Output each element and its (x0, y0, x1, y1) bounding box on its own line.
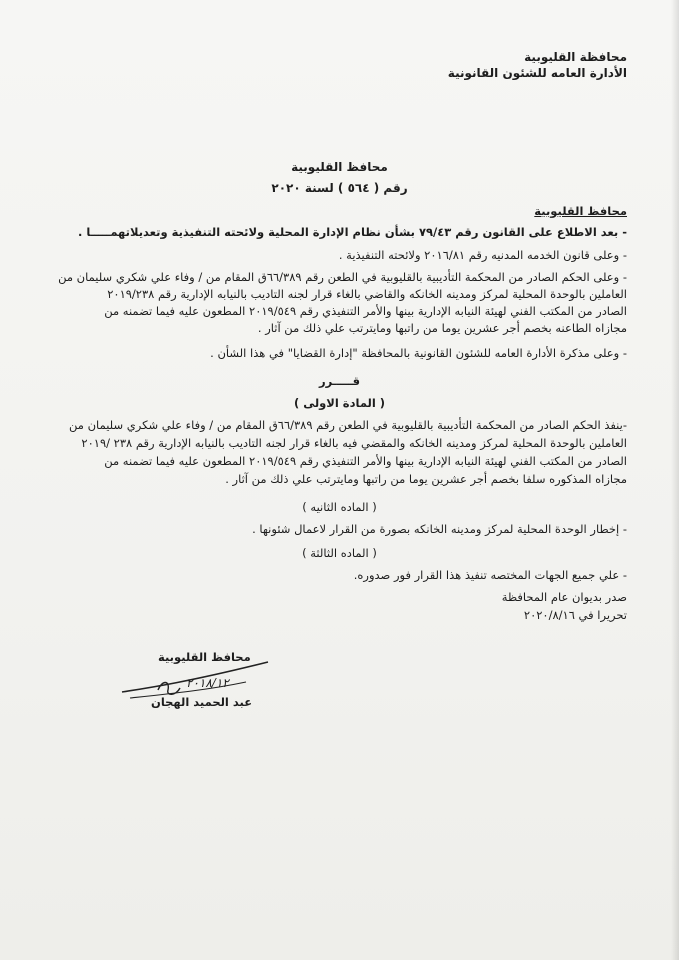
decision-heading: قـــــرر (319, 374, 360, 388)
preamble-heading: محافظ القليوبية (534, 204, 627, 218)
decree-title: محافظ القليوبية (291, 160, 388, 174)
preamble-item: العاملين بالوحدة المحلية لمركز ومدينه الخانكه والقاضي بالغاء قرار لجنه التاديب بالنيابه الإدارية رقم ٢٠١٩/٢٣٨ (107, 287, 627, 301)
header-governorate: محافظة القليوبية (524, 50, 627, 64)
article3-text: - علي جميع الجهات المختصه تنفيذ هذا القرار فور صدوره. (353, 568, 627, 582)
closing-date: تحريرا في ٢٠٢٠/٨/١٦ (523, 608, 627, 622)
closing-issued: صدر بديوان عام المحافظة (501, 590, 627, 604)
preamble-item: - بعد الاطلاع على القانون رقم ٧٩/٤٣ بشأن نظام الإدارة المحلية ولائحته التنفيذية وتعديلاتهمـــــا . (78, 225, 627, 239)
article3-title: ( الماده الثالثة ) (302, 546, 377, 560)
article1-line: مجازاه المذكوره سلفا بخصم أجر عشرين يوما من راتبها ومايترتب علي ذلك من آثار . (225, 472, 627, 486)
article1-line: العاملين بالوحدة المحلية لمركز ومدينه الخانكه والمقضي فيه بالغاء قرار لجنه التاديب بالنيابه الإدارية رقم ٢٣٨ /٢٠١٩ (81, 436, 627, 450)
preamble-item: - وعلى الحكم الصادر من المحكمة التأديبية بالقليوبية في الطعن رقم ٦٦/٣٨٩ق المقام من / وفاء علي شكري سليمان من (58, 270, 627, 284)
article1-line: الصادر من المكتب الفني لهيئة النيابه الإدارية بينها والأمر التنفيذي رقم ٢٠١٩/٥٤٩ المطعون عليه فيما تضمنه من (104, 454, 627, 468)
preamble-item: مجازاه الطاعنه بخصم أجر عشرين يوما من راتبها ومايترتب علي ذلك من آثار . (257, 321, 627, 335)
article2-text: - إخطار الوحدة المحلية لمركز ومدينه الخانكه بصورة من القرار لاعمال شئونها . (252, 522, 627, 536)
scan-shadow (671, 0, 679, 960)
signature-scribble: ٢٠١٨/١٢ (186, 676, 229, 690)
signature-name: عبد الحميد الهجان (151, 695, 253, 709)
header-department: الأدارة العامه للشئون القانونية (447, 66, 627, 80)
preamble-item: الصادر من المكتب الفني لهيئة النيابه الإدارية بينها والأمر التنفيذي رقم ٢٠١٩/٥٤٩ المطعون عليه فيما تضمنه من (104, 304, 627, 318)
preamble-item: - وعلى قانون الخدمه المدنيه رقم ٢٠١٦/٨١ ولائحته التنفيذية . (338, 248, 627, 262)
decree-number: رقم ( ٥٦٤ ) لسنة ٢٠٢٠ (271, 181, 408, 195)
article1-title: ( المادة الاولى ) (293, 396, 386, 410)
preamble-item: - وعلى مذكرة الأدارة العامه للشئون القانونية بالمحافظة "إدارة القضايا" في هذا الشأن . (210, 346, 627, 360)
signature-title: محافظ القليوبية (158, 650, 251, 664)
article1-line: -ينفذ الحكم الصادر من المحكمة التأديبية بالقليوبية في الطعن رقم ٦٦/٣٨٩ق المقام من / وفاء علي شكري سليمان من (69, 418, 627, 432)
article2-title: ( الماده الثانيه ) (302, 500, 377, 514)
